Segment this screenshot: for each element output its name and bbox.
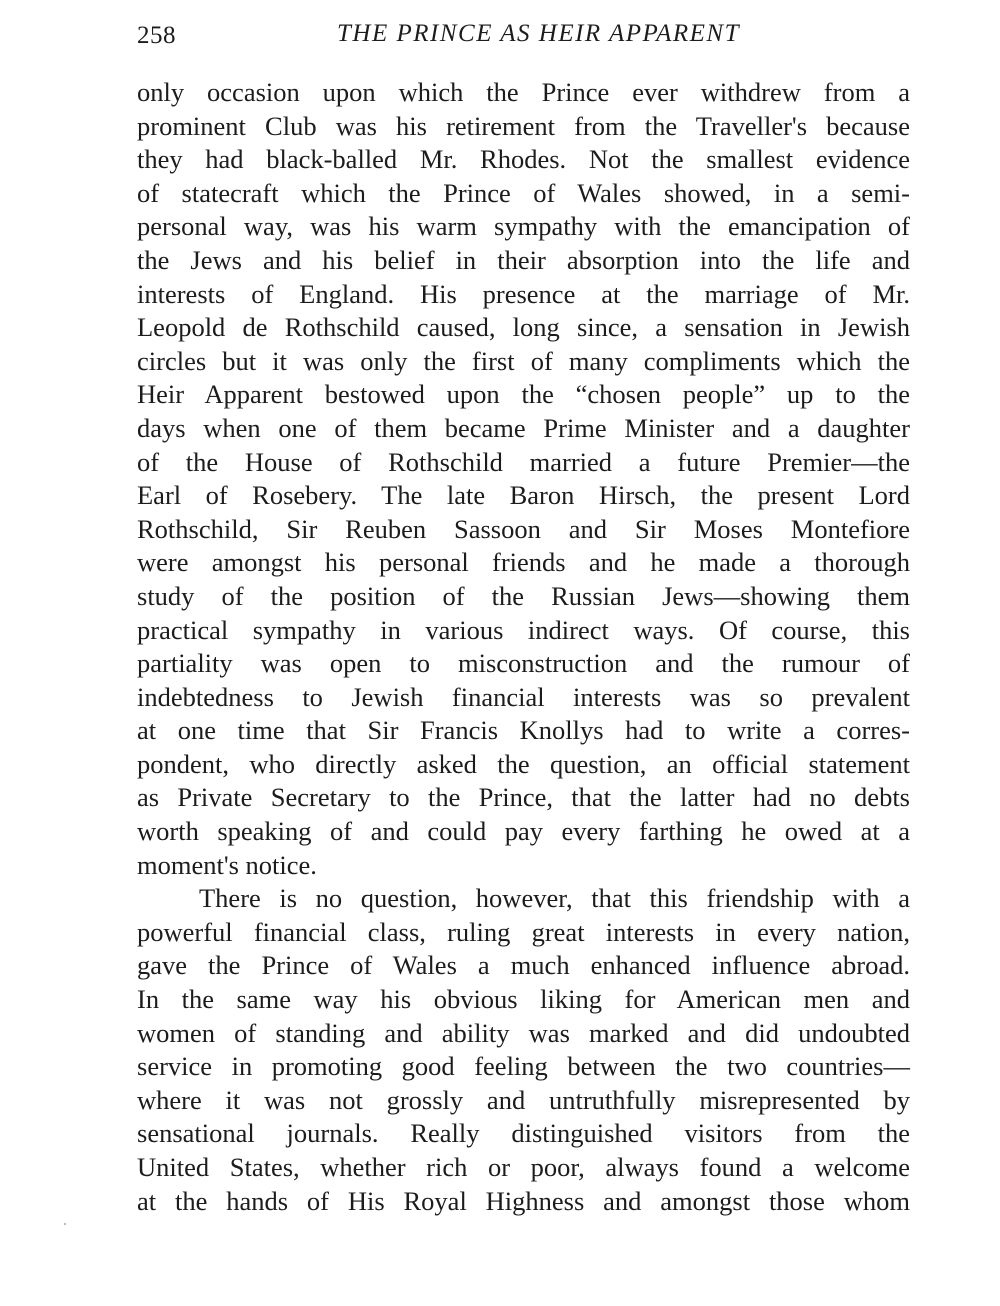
text-line: days when one of them became Prime Minister and a daughter (137, 412, 910, 443)
text-line: at one time that Sir Francis Knollys had to write a corres- (137, 715, 910, 746)
text-line: service in promoting good feeling between the two countries— (137, 1051, 910, 1082)
text-line: of the House of Rothschild married a future Premier—the (137, 446, 910, 477)
paragraph-1 (137, 76, 910, 882)
scan-speck (64, 1223, 66, 1225)
text-line: where it was not grossly and untruthfully misrepresented by (137, 1084, 910, 1115)
text-line: pondent, who directly asked the question, an official statement (137, 748, 910, 779)
text-line: only occasion upon which the Prince ever withdrew from a (137, 77, 910, 107)
body-text (137, 76, 910, 1218)
running-title: THE PRINCE AS HEIR APPARENT (337, 20, 740, 47)
text-line: they had black-balled Mr. Rhodes. Not the smallest evidence (137, 144, 910, 175)
text-line: of statecraft which the Prince of Wales showed, in a semi- (137, 177, 910, 208)
text-line: moment's notice. (137, 849, 317, 880)
paragraph-2 (137, 882, 910, 1218)
text-line: interests of England. His presence at the marriage of Mr. (137, 278, 910, 309)
text-line: In the same way his obvious liking for American men and (137, 984, 910, 1015)
text-line: sensational journals. Really distinguished visitors from the (137, 1118, 910, 1149)
text-line: prominent Club was his retirement from the Traveller's because (137, 110, 910, 141)
text-line: Rothschild, Sir Reuben Sassoon and Sir Moses Montefiore (137, 513, 910, 544)
text-line: powerful financial class, ruling great interests in every nation, (137, 916, 910, 947)
text-line: were amongst his personal friends and he made a thorough (137, 547, 910, 578)
text-line: practical sympathy in various indirect ways. Of course, this (137, 614, 910, 645)
text-line: United States, whether rich or poor, always found a welcome (137, 1152, 910, 1182)
text-line: circles but it was only the first of many compliments which the (137, 345, 910, 376)
text-line: Leopold de Rothschild caused, long since, a sensation in Jewish (137, 312, 910, 343)
text-line: at the hands of His Royal Highness and amongst those whom (137, 1185, 910, 1216)
text-line: There is no question, however, that this friendship with a (199, 883, 910, 914)
text-line: partiality was open to misconstruction and the rumour of (137, 648, 910, 679)
text-line: personal way, was his warm sympathy with the emancipation of (137, 211, 910, 242)
text-line: gave the Prince of Wales a much enhanced influence abroad. (137, 950, 910, 981)
text-line: the Jews and his belief in their absorption into the life and (137, 244, 910, 275)
text-line: as Private Secretary to the Prince, that the latter had no debts (137, 782, 910, 813)
running-head (137, 20, 910, 54)
page-number: 258 (137, 22, 176, 49)
text-line: Heir Apparent bestowed upon the “chosen people” up to the (137, 379, 910, 410)
text-line: worth speaking of and could pay every farthing he owed at a (137, 816, 910, 847)
text-line: indebtedness to Jewish financial interests was so prevalent (137, 681, 910, 712)
text-line: Earl of Rosebery. The late Baron Hirsch, the present Lord (137, 480, 910, 511)
text-line: study of the position of the Russian Jews—showing them (137, 580, 910, 611)
text-line: women of standing and ability was marked and did undoubted (137, 1017, 910, 1048)
